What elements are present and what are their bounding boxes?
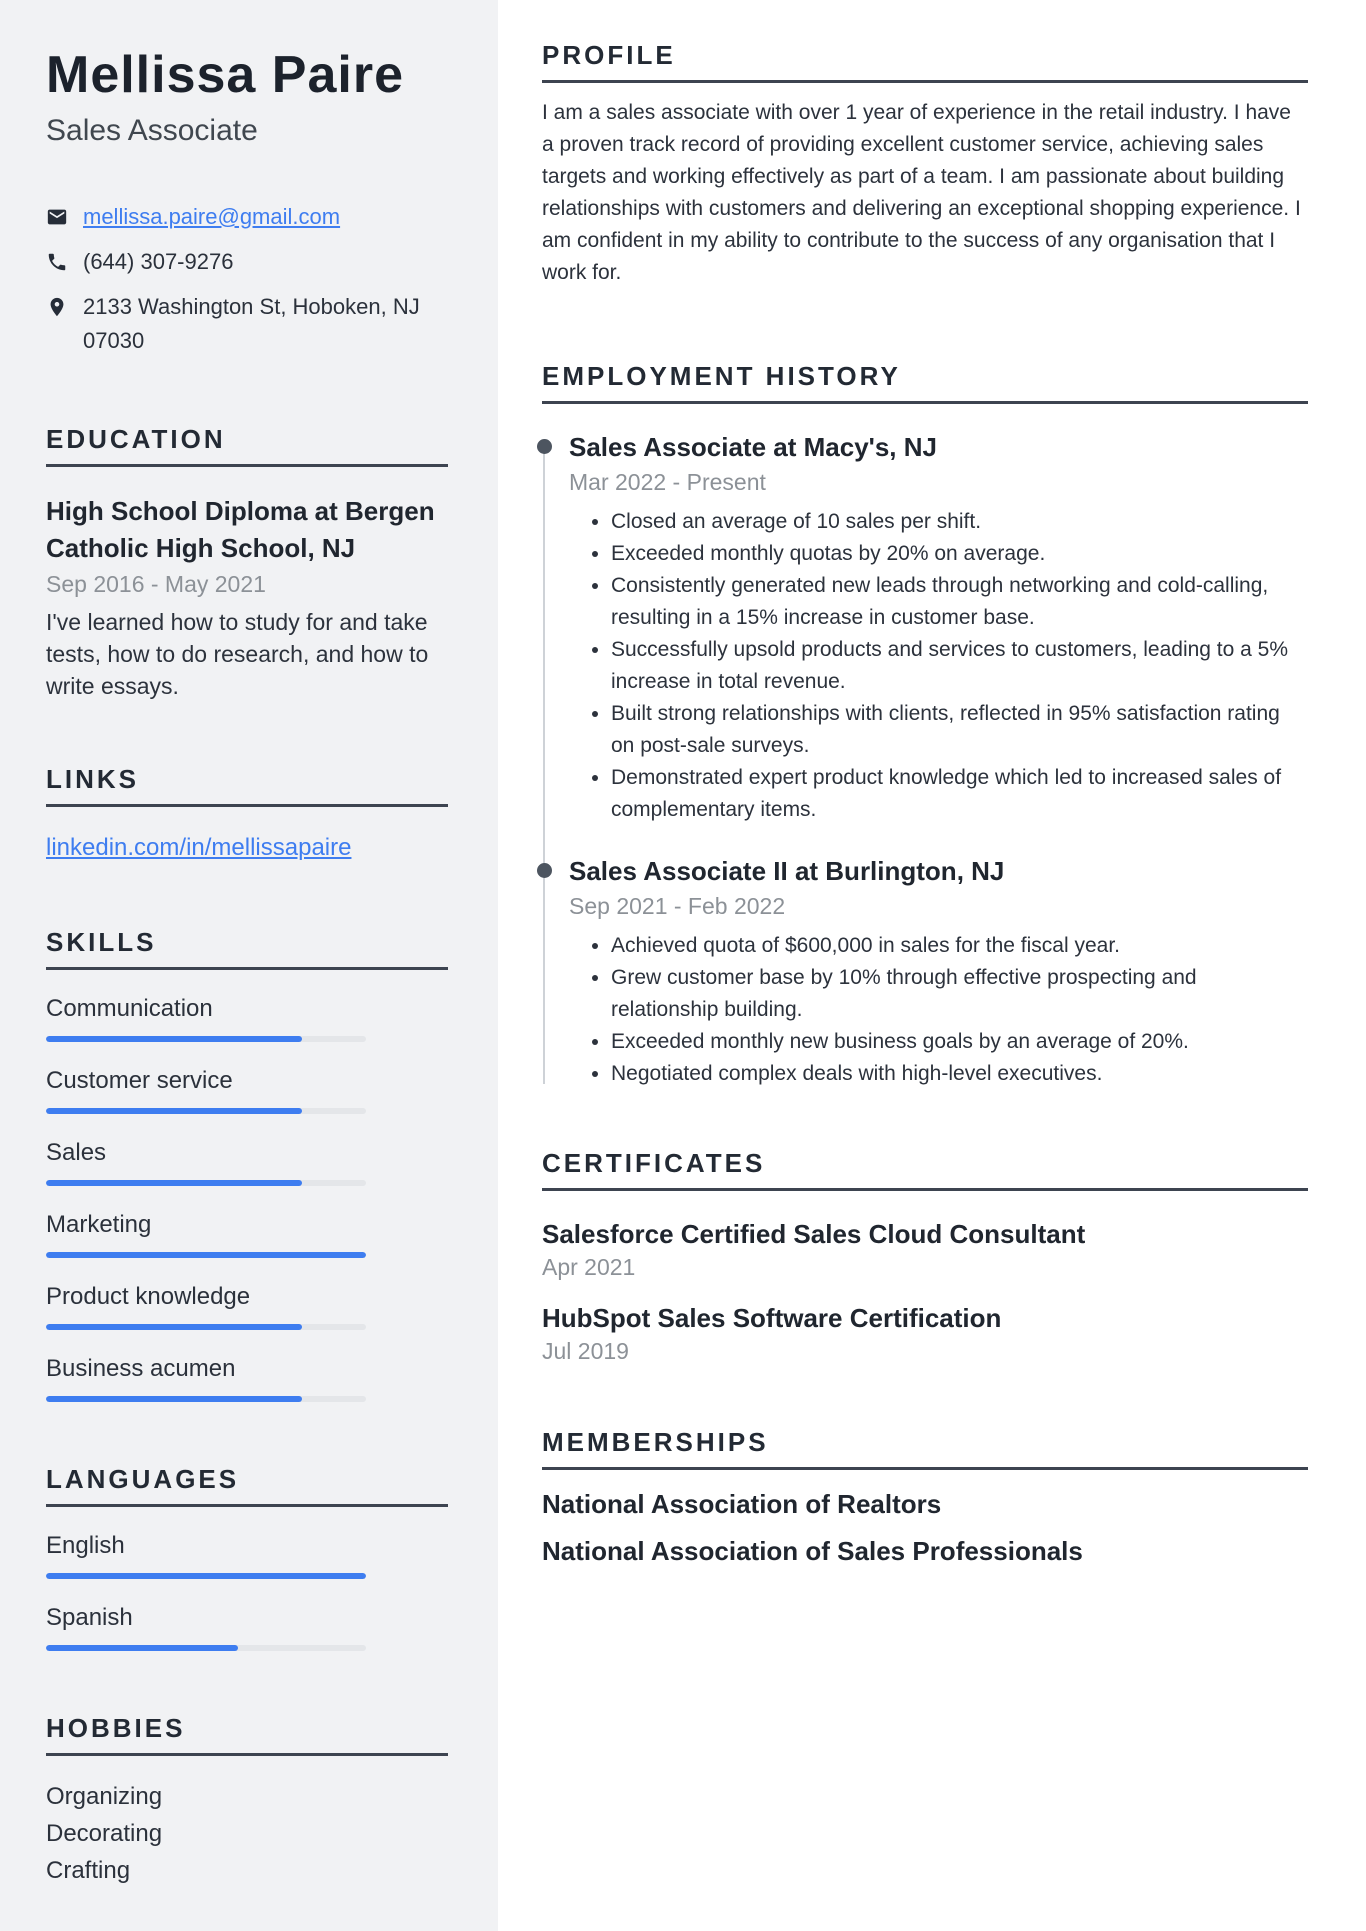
certificate-title: Salesforce Certified Sales Cloud Consultant — [542, 1219, 1086, 1249]
address: 2133 Washington St, Hoboken, NJ 07030 — [83, 293, 420, 353]
email-link[interactable]: mellissa.paire@gmail.com — [83, 203, 341, 229]
certificate-item — [542, 1217, 1308, 1281]
skill-bar-track — [46, 1396, 366, 1402]
contact-email-row — [46, 200, 448, 234]
linkedin-link[interactable]: linkedin.com/in/mellissapaire — [46, 833, 352, 861]
employment-timeline — [542, 430, 1308, 1090]
job-bullet: • Negotiated complex deals with high-level executives. — [611, 1058, 1308, 1090]
languages-heading: LANGUAGES — [46, 1464, 448, 1507]
profile-section — [542, 40, 1308, 289]
contact-phone-row — [46, 245, 448, 279]
job-bullet-list — [569, 506, 1308, 826]
language-label: Spanish — [46, 1603, 133, 1631]
skill-label: Business acumen — [46, 1354, 236, 1382]
membership-item: National Association of Sales Professionals — [542, 1536, 1083, 1566]
links-heading: LINKS — [46, 764, 448, 807]
link-item — [46, 831, 448, 865]
skill-bar-track — [46, 1252, 366, 1258]
skill-bar-track — [46, 1180, 366, 1186]
certificates-list — [542, 1217, 1308, 1365]
skills-heading: SKILLS — [46, 927, 448, 970]
education-dates: Sep 2016 - May 2021 — [46, 570, 266, 597]
skill-label: Product knowledge — [46, 1282, 251, 1310]
certificates-section — [542, 1148, 1308, 1365]
education-heading: EDUCATION — [46, 424, 448, 467]
memberships-heading: MEMBERSHIPS — [542, 1427, 1308, 1470]
phone-number: (644) 307-9276 — [83, 248, 234, 274]
certificate-title: HubSpot Sales Software Certification — [542, 1303, 1002, 1333]
contact-address-row — [46, 290, 448, 358]
hobby-item: Decorating — [46, 1819, 163, 1847]
skill-item — [46, 1210, 448, 1258]
job-dates: Mar 2022 - Present — [569, 469, 766, 495]
skills-list — [46, 994, 448, 1402]
education-section — [46, 424, 448, 702]
language-bar-fill — [46, 1645, 238, 1651]
links-section — [46, 764, 448, 865]
skill-bar-fill — [46, 1180, 302, 1186]
education-degree: High School Diploma at Bergen Catholic High School, NJ — [46, 495, 435, 563]
job-bullet: • Grew customer base by 10% through effective prospecting and relationship building. — [611, 962, 1308, 1026]
profile-heading: PROFILE — [542, 40, 1308, 83]
skill-bar-track — [46, 1324, 366, 1330]
hobbies-section — [46, 1713, 448, 1889]
job-bullet: • Consistently generated new leads through networking and cold-calling, resulting in a 15% increase in customer base. — [611, 570, 1308, 634]
employment-entry — [542, 430, 1308, 826]
candidate-name: Mellissa Paire — [46, 46, 404, 104]
employment-heading: EMPLOYMENT HISTORY — [542, 361, 1308, 404]
certificate-date: Jul 2019 — [542, 1338, 629, 1364]
job-bullet: • Exceeded monthly new business goals by an average of 20%. — [611, 1026, 1308, 1058]
timeline-dot-icon — [537, 863, 552, 878]
candidate-job-title: Sales Associate — [46, 113, 258, 147]
profile-text: I am a sales associate with over 1 year of experience in the retail industry. I have a proven track record of providing excellent customer service, achieving sales targets and working effectively as part of a team. I am passionate about building relationships with customers and delivering an exceptional shopping experience. I am confident in my ability to contribute to the success of any organisation that I work for. — [542, 101, 1301, 284]
skill-item — [46, 1282, 448, 1330]
job-bullet: • Built strong relationships with clients, reflected in 95% satisfaction rating on post-sale surveys. — [611, 698, 1308, 762]
language-bar-track — [46, 1645, 366, 1651]
employment-section — [542, 361, 1308, 1090]
job-title: Sales Associate II at Burlington, NJ — [569, 856, 1005, 886]
language-bar-track — [46, 1573, 366, 1579]
hobby-item: Crafting — [46, 1856, 131, 1884]
education-item — [46, 493, 448, 702]
hobby-item: Organizing — [46, 1782, 163, 1810]
skill-item — [46, 1066, 448, 1114]
skill-bar-track — [46, 1108, 366, 1114]
skill-label: Sales — [46, 1138, 107, 1166]
education-description: I've learned how to study for and take tests, how to do research, and how to write essays. — [46, 608, 429, 699]
skill-item — [46, 1138, 448, 1186]
sidebar — [0, 0, 498, 1931]
certificate-date: Apr 2021 — [542, 1254, 636, 1280]
job-dates: Sep 2021 - Feb 2022 — [569, 893, 786, 919]
languages-list — [46, 1531, 448, 1651]
skill-bar-track — [46, 1036, 366, 1042]
certificate-item — [542, 1301, 1308, 1365]
language-item — [46, 1531, 448, 1579]
certificates-heading: CERTIFICATES — [542, 1148, 1308, 1191]
contact-block — [46, 200, 448, 358]
skills-section — [46, 927, 448, 1402]
language-item — [46, 1603, 448, 1651]
memberships-section — [542, 1427, 1308, 1570]
job-bullet-list — [569, 930, 1308, 1090]
skill-bar-fill — [46, 1252, 366, 1258]
job-bullet: • Exceeded monthly quotas by 20% on average. — [611, 538, 1308, 570]
language-bar-fill — [46, 1573, 366, 1579]
envelope-icon — [46, 206, 68, 228]
skill-label: Communication — [46, 994, 213, 1022]
skill-bar-fill — [46, 1324, 302, 1330]
job-bullet: • Achieved quota of $600,000 in sales for the fiscal year. — [611, 930, 1308, 962]
phone-icon — [46, 251, 68, 273]
links-list — [46, 831, 448, 865]
skill-item — [46, 1354, 448, 1402]
skill-bar-fill — [46, 1108, 302, 1114]
languages-section — [46, 1464, 448, 1651]
timeline-dot-icon — [537, 439, 552, 454]
hobbies-heading: HOBBIES — [46, 1713, 448, 1756]
memberships-list — [542, 1486, 1308, 1570]
job-bullet: • Successfully upsold products and services to customers, leading to a 5% increase in total revenue. — [611, 634, 1308, 698]
language-label: English — [46, 1531, 125, 1559]
skill-bar-fill — [46, 1396, 302, 1402]
job-title: Sales Associate at Macy's, NJ — [569, 432, 937, 462]
job-bullet: • Demonstrated expert product knowledge which led to increased sales of complementary items. — [611, 762, 1308, 826]
membership-item: National Association of Realtors — [542, 1489, 942, 1519]
main-column — [498, 0, 1366, 1931]
skill-bar-fill — [46, 1036, 302, 1042]
map-pin-icon — [46, 296, 68, 318]
skill-label: Marketing — [46, 1210, 152, 1238]
employment-entry — [542, 854, 1308, 1090]
hobbies-list — [46, 1778, 448, 1889]
skill-item — [46, 994, 448, 1042]
job-bullet: • Closed an average of 10 sales per shift. — [611, 506, 1308, 538]
skill-label: Customer service — [46, 1066, 233, 1094]
education-list — [46, 493, 448, 702]
